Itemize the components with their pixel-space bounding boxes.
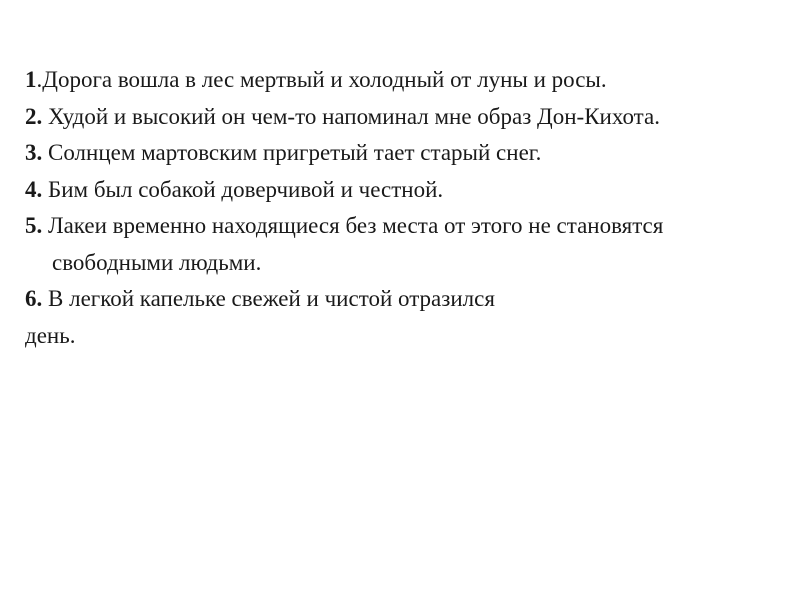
sentence-continuation: день. — [25, 322, 76, 348]
sentence-number: 2. — [25, 103, 43, 129]
sentence-number: 5. — [25, 213, 43, 238]
sentence-separator: . — [36, 67, 43, 92]
sentence-item-6 — [25, 281, 783, 354]
sentence-item-3 — [25, 135, 783, 172]
sentence-number: 3. — [25, 140, 43, 165]
sentence-text: Худой и высокий он чем-то напоминал мне образ Дон-Кихота. — [48, 103, 660, 129]
sentence-text: В легкой капельке свежей и чистой отразился — [48, 286, 495, 311]
sentence-list — [25, 62, 783, 354]
sentence-text: Бим был собакой доверчивой и честной. — [48, 176, 444, 202]
sentence-item-5 — [25, 208, 783, 281]
sentence-item-2 — [25, 99, 783, 136]
sentence-number: 6. — [25, 286, 43, 311]
sentence-item-4 — [25, 172, 783, 209]
sentence-text: Лакеи временно находящиеся без места от этого не становятся свободными людьми. — [48, 213, 664, 275]
sentence-text: Дорога вошла в лес мертвый и холодный от луны и росы. — [42, 67, 607, 92]
sentence-text: Солнцем мартовским пригретый тает старый снег. — [48, 140, 542, 165]
sentence-number: 1 — [25, 67, 37, 92]
sentence-number: 4. — [25, 176, 43, 202]
sentence-item-1 — [25, 62, 783, 99]
